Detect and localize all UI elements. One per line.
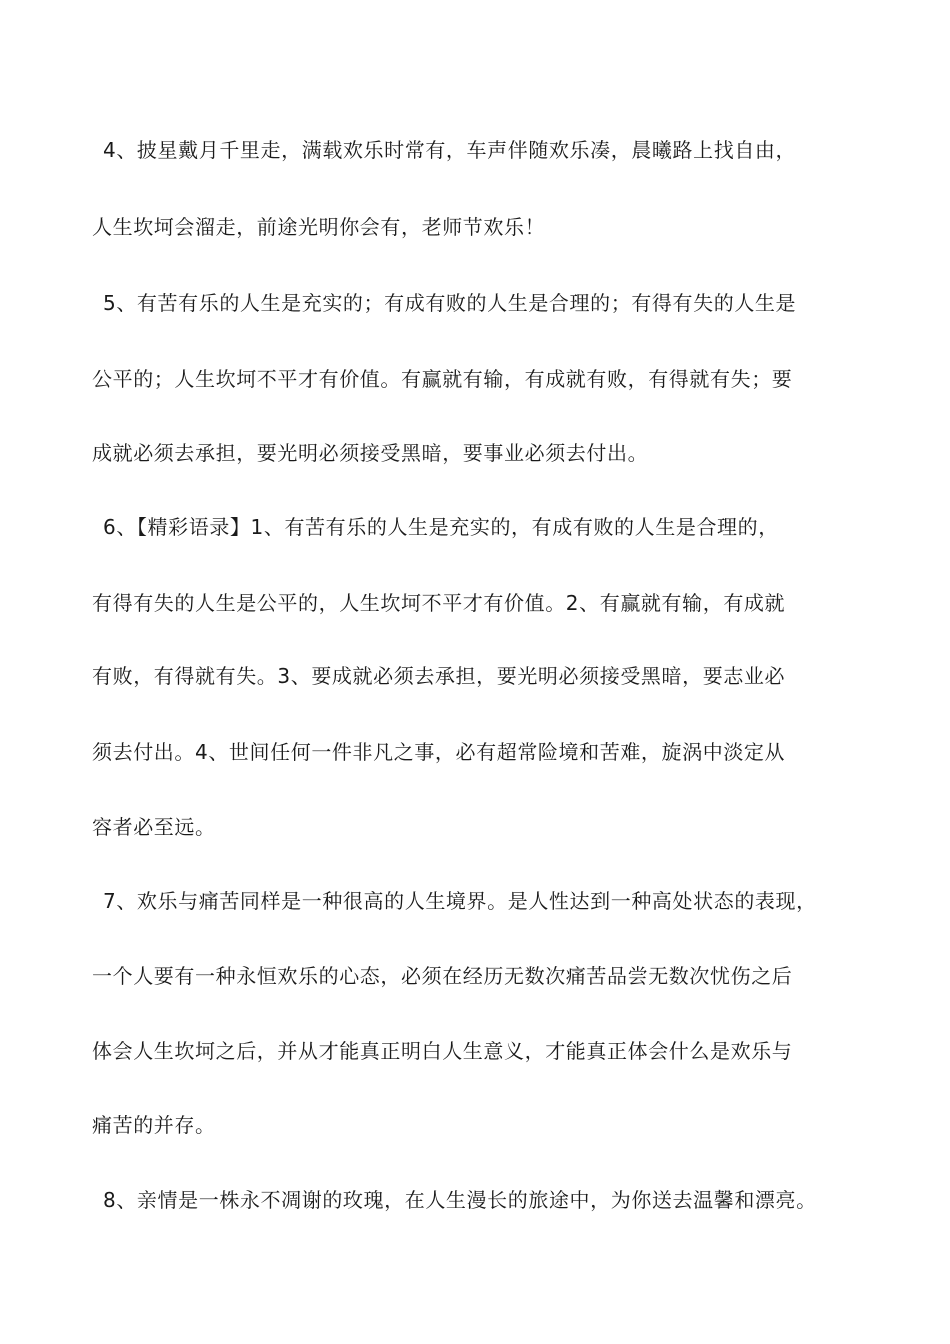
paragraph-6-line-3: 有败，有得就有失。3、要成就必须去承担，要光明必须接受黑暗，要志业必 xyxy=(92,664,786,688)
paragraph-5-line-3: 成就必须去承担，要光明必须接受黑暗，要事业必须去付出。 xyxy=(92,441,649,465)
paragraph-7-line-1: 7、欢乐与痛苦同样是一种很高的人生境界。是人性达到一种高处状态的表现， xyxy=(103,889,817,913)
paragraph-4-line-2: 人生坎坷会溜走，前途光明你会有，老师节欢乐！ xyxy=(92,215,546,239)
paragraph-5-line-1: 5、有苦有乐的人生是充实的；有成有败的人生是合理的；有得有失的人生是 xyxy=(103,291,797,315)
paragraph-5-line-2: 公平的；人生坎坷不平才有价值。有赢就有输，有成就有败，有得就有失；要 xyxy=(92,367,793,391)
paragraph-6-line-5: 容者必至远。 xyxy=(92,815,216,839)
paragraph-6-line-1: 6、【精彩语录】1、有苦有乐的人生是充实的，有成有败的人生是合理的， xyxy=(103,515,779,539)
paragraph-7-line-2: 一个人要有一种永恒欢乐的心态，必须在经历无数次痛苦品尝无数次忧伤之后 xyxy=(92,964,793,988)
paragraph-7-line-4: 痛苦的并存。 xyxy=(92,1113,216,1137)
paragraph-6-line-2: 有得有失的人生是公平的，人生坎坷不平才有价值。2、有赢就有输，有成就 xyxy=(92,591,786,615)
paragraph-4-line-1: 4、披星戴月千里走，满载欢乐时常有，车声伴随欢乐凑，晨曦路上找自由， xyxy=(103,138,797,162)
paragraph-8-line-1: 8、亲情是一株永不凋谢的玫瑰，在人生漫长的旅途中，为你送去温馨和漂亮。 xyxy=(103,1188,817,1212)
paragraph-7-line-3: 体会人生坎坷之后，并从才能真正明白人生意义，才能真正体会什么是欢乐与 xyxy=(92,1039,793,1063)
paragraph-6-line-4: 须去付出。4、世间任何一件非凡之事，必有超常险境和苦难，旋涡中淡定从 xyxy=(92,740,786,764)
